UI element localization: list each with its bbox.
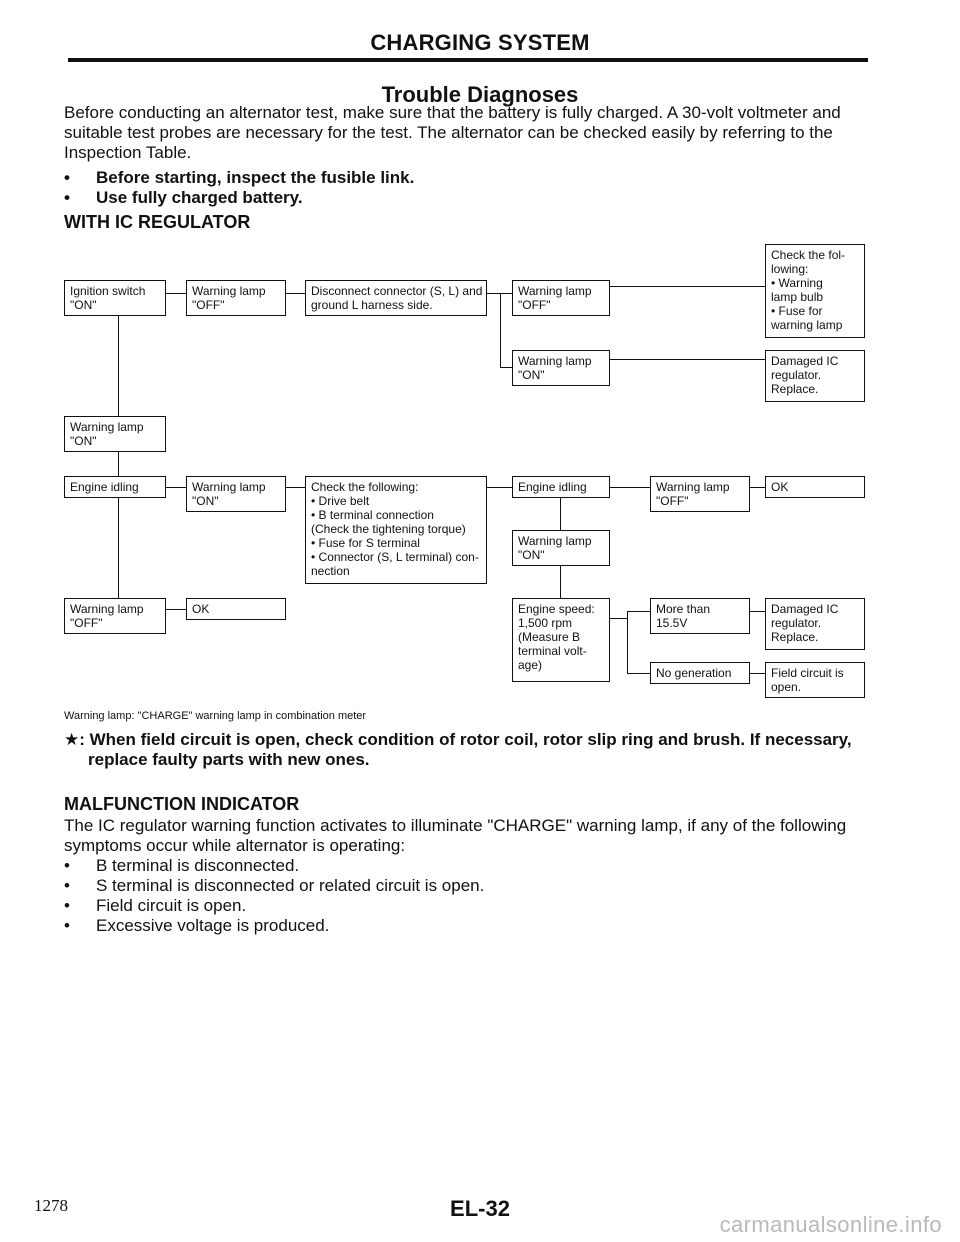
flow-connector xyxy=(610,487,650,488)
star-note: ★: When field circuit is open, check condition of rotor coil, rotor slip ring and brush. If necessary, replace faulty parts with new ones. xyxy=(64,730,852,769)
box-no-generation: No generation xyxy=(650,662,750,684)
intro-bullet: • Use fully charged battery. xyxy=(64,188,303,207)
box-field-circuit-open: Field circuit is open. xyxy=(765,662,865,698)
flow-connector xyxy=(610,618,627,619)
box-engine-idling-2: Engine idling xyxy=(512,476,610,498)
flow-connector xyxy=(560,498,561,530)
flow-connector xyxy=(610,359,765,360)
box-warning-lamp-on-3: Warning lamp "ON" xyxy=(186,476,286,512)
header-rule xyxy=(68,58,868,62)
box-warning-lamp-off-4: Warning lamp "OFF" xyxy=(64,598,166,634)
page-number: 1278 xyxy=(34,1196,68,1215)
box-warning-lamp-on-2: Warning lamp "ON" xyxy=(64,416,166,452)
box-warning-lamp-on-1: Warning lamp "ON" xyxy=(512,350,610,386)
header-title: CHARGING SYSTEM xyxy=(370,30,590,55)
flow-connector xyxy=(118,498,119,598)
box-ok-1: OK xyxy=(765,476,865,498)
flow-connector xyxy=(627,611,650,612)
flow-connector xyxy=(610,286,765,287)
box-warning-lamp-off-2: Warning lamp "OFF" xyxy=(512,280,610,316)
box-disconnect-connector: Disconnect connector (S, L) and ground L harness side. xyxy=(305,280,487,316)
flow-connector xyxy=(286,293,305,294)
flow-connector xyxy=(750,487,765,488)
flow-connector xyxy=(118,452,119,476)
flow-connector xyxy=(286,487,305,488)
box-damaged-ic-regulator-1: Damaged IC regulator. Replace. xyxy=(765,350,865,402)
flow-connector xyxy=(560,566,561,598)
flow-connector xyxy=(487,487,512,488)
flow-connector xyxy=(500,293,501,368)
box-engine-speed-1500rpm: Engine speed: 1,500 rpm (Measure B terminal volt- age) xyxy=(512,598,610,682)
box-warning-lamp-off-1: Warning lamp "OFF" xyxy=(186,280,286,316)
flow-connector xyxy=(166,609,186,610)
malfunction-bullet: • Field circuit is open. xyxy=(64,896,247,915)
intro-bullet: • Before starting, inspect the fusible link. xyxy=(64,168,415,187)
box-ignition-switch-on: Ignition switch "ON" xyxy=(64,280,166,316)
flow-connector xyxy=(627,611,628,673)
flow-connector xyxy=(627,673,650,674)
box-ok-2: OK xyxy=(186,598,286,620)
flow-connector xyxy=(166,293,186,294)
flow-connector xyxy=(750,673,765,674)
box-damaged-ic-regulator-2: Damaged IC regulator. Replace. xyxy=(765,598,865,650)
box-check-drive-belt: Check the following: • Drive belt • B terminal connection (Check the tightening torque) • Fuse for S terminal • Connector (S, L terminal) con- nection xyxy=(305,476,487,584)
malfunction-bullet: • Excessive voltage is produced. xyxy=(64,916,330,935)
malfunction-bullet: • B terminal is disconnected. xyxy=(64,856,300,875)
box-more-than-15-5v: More than 15.5V xyxy=(650,598,750,634)
malfunction-paragraph: The IC regulator warning function activates to illuminate "CHARGE" warning lamp, if any of the following symptoms occur while alternator is operating: xyxy=(64,816,847,855)
box-engine-idling-1: Engine idling xyxy=(64,476,166,498)
section-title: Trouble Diagnoses xyxy=(381,82,579,107)
intro-paragraph: Before conducting an alternator test, make sure that the battery is fully charged. A 30-volt voltmeter and suitable test probes are necessary for the test. The alternator can be checked easily by referring to the Inspection Table. xyxy=(64,103,841,162)
page-code: EL-32 xyxy=(450,1196,510,1221)
malfunction-bullet: • S terminal is disconnected or related circuit is open. xyxy=(64,876,485,895)
flow-connector xyxy=(500,367,512,368)
flowchart-note: Warning lamp: "CHARGE" warning lamp in combination meter xyxy=(64,710,367,722)
ic-regulator-heading: WITH IC REGULATOR xyxy=(64,212,251,232)
box-warning-lamp-on-4: Warning lamp "ON" xyxy=(512,530,610,566)
flow-connector xyxy=(750,611,765,612)
flow-connector xyxy=(166,487,186,488)
box-check-lamp-bulb-fuse: Check the fol- lowing: • Warning lamp bulb • Fuse for warning lamp xyxy=(765,244,865,338)
box-warning-lamp-off-3: Warning lamp "OFF" xyxy=(650,476,750,512)
flow-connector xyxy=(118,316,119,416)
watermark: carmanualsonline.info xyxy=(719,1212,942,1237)
malfunction-heading: MALFUNCTION INDICATOR xyxy=(64,794,300,814)
